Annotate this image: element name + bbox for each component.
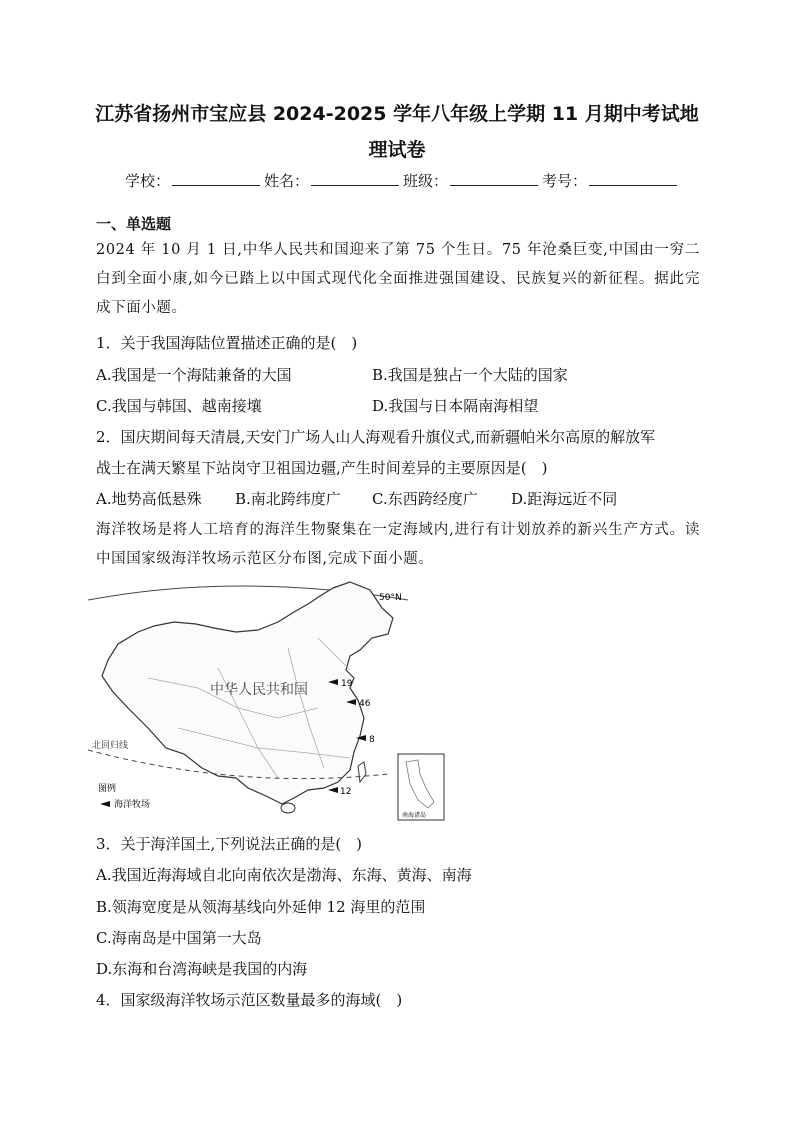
q1-stem: 1．关于我国海陆位置描述正确的是( ) xyxy=(96,334,358,352)
name-blank[interactable] xyxy=(311,171,399,186)
intro-paragraph-1: 2024 年 10 月 1 日,中华人民共和国迎来了第 75 个生日。75 年沧桑巨变,中国由一穷二白到全面小康,如今已踏上以中国式现代化全面推进强国建设、民族复兴的新征程。据此完成下面小题。 xyxy=(96,242,700,316)
q1-option-a[interactable]: A.我国是一个海陆兼备的大国 xyxy=(96,366,292,384)
legend-item: 海洋牧场 xyxy=(114,800,151,810)
q1-option-b[interactable]: B.我国是独占一个大陆的国家 xyxy=(372,366,568,384)
q1-option-d[interactable]: D.我国与日本隔南海相望 xyxy=(372,397,539,415)
q2-stem-line2: 战士在满天繁星下站岗守卫祖国边疆,产生时间差异的主要原因是( ) xyxy=(96,459,548,477)
number-blank[interactable] xyxy=(589,171,677,186)
tropic-label: 北回归线 xyxy=(92,741,129,751)
school-blank[interactable] xyxy=(172,171,260,186)
q3-option-d[interactable]: D.东海和台湾海峡是我国的内海 xyxy=(96,960,308,978)
q3-option-b[interactable]: B.领海宽度是从领海基线向外延伸 12 海里的范围 xyxy=(96,898,426,916)
q4-stem: 4．国家级海洋牧场示范区数量最多的海域( ) xyxy=(96,991,403,1009)
q2-option-a[interactable]: A.地势高低悬殊 xyxy=(96,490,202,508)
marine-ranch-marker-12 xyxy=(328,787,351,797)
svg-text:8: 8 xyxy=(369,735,375,745)
legend-marker-icon xyxy=(100,801,110,807)
class-blank[interactable] xyxy=(450,171,538,186)
q2-stem-line1: 2．国庆期间每天清晨,天安门广场人山人海观看升旗仪式,而新疆帕米尔高原的解放军 xyxy=(96,428,656,446)
doc-title-line1: 江苏省扬州市宝应县 2024-2025 学年八年级上学期 11 月期中考试地 xyxy=(95,103,699,125)
q3-option-c[interactable]: C.海南岛是中国第一大岛 xyxy=(96,929,262,947)
q3-stem: 3．关于海洋国土,下列说法正确的是( ) xyxy=(96,835,363,853)
intro-paragraph-2: 海洋牧场是将人工培育的海洋生物聚集在一定海域内,进行有计划放养的新兴生产方式。读中国国家级海洋牧场示范区分布图,完成下面小题。 xyxy=(96,522,700,567)
q1-option-c[interactable]: C.我国与韩国、越南接壤 xyxy=(96,397,262,415)
svg-text:19: 19 xyxy=(341,679,353,689)
country-label: 中华人民共和国 xyxy=(210,682,308,698)
svg-text:46: 46 xyxy=(359,699,371,709)
name-label: 姓名： xyxy=(264,172,310,190)
school-label: 学校： xyxy=(125,172,171,190)
q2-option-d[interactable]: D.距海远近不同 xyxy=(511,490,618,508)
taiwan-island xyxy=(358,762,366,782)
inset-label: 南海诸岛 xyxy=(402,812,427,819)
legend-title: 图例 xyxy=(98,784,117,794)
south-china-sea-inset xyxy=(398,754,444,820)
marine-ranch-map xyxy=(88,578,448,828)
q2-option-b[interactable]: B.南北跨纬度广 xyxy=(235,490,341,508)
svg-text:12: 12 xyxy=(340,787,352,797)
class-label: 班级： xyxy=(403,172,449,190)
number-label: 考号： xyxy=(542,172,588,190)
section-heading: 一、单选题 xyxy=(96,215,172,233)
hainan-island xyxy=(281,803,295,813)
doc-title-line2: 理试卷 xyxy=(368,139,426,161)
q2-option-c[interactable]: C.东西跨经度广 xyxy=(372,490,478,508)
lat-50n-label: 50°N xyxy=(379,593,402,603)
student-info-line xyxy=(125,170,681,191)
q3-option-a[interactable]: A.我国近海海域自北向南依次是渤海、东海、黄海、南海 xyxy=(96,866,472,884)
